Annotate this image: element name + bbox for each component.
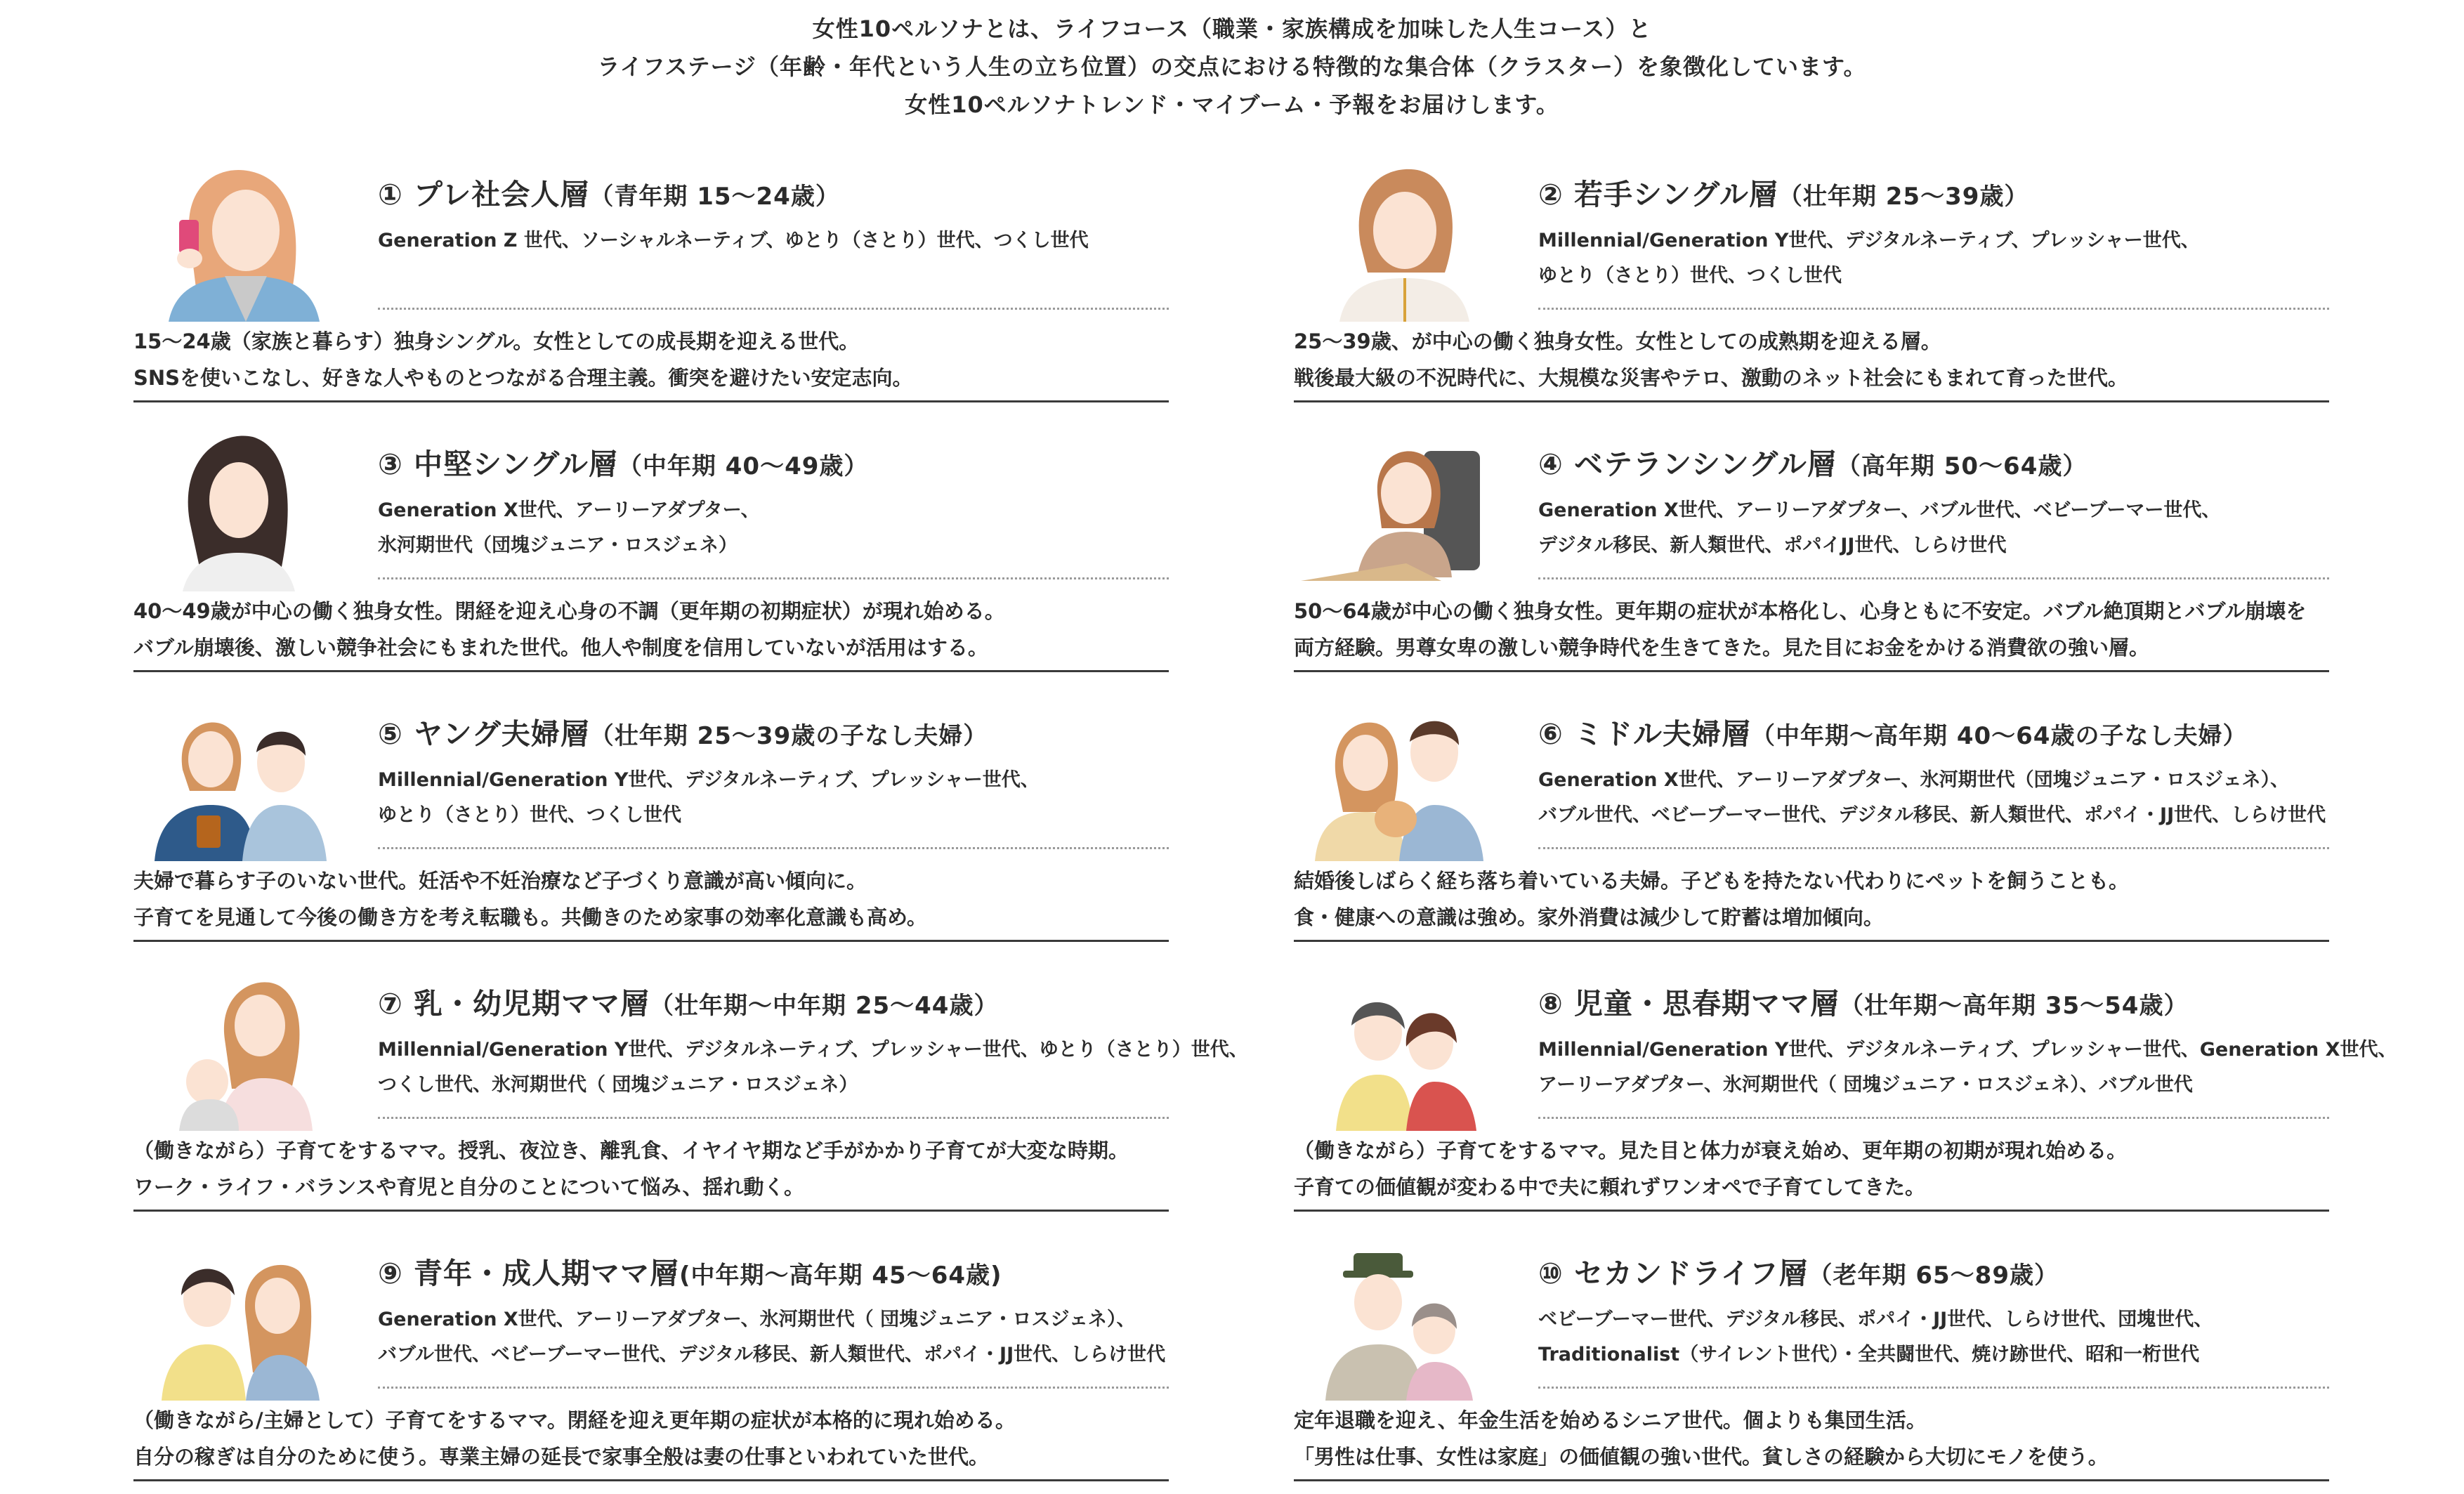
- persona-name: ① プレ社会人層: [378, 178, 590, 211]
- section-rule: [1294, 400, 2329, 402]
- generations-line-2: Traditionalist（サイレント世代）・全共闘世代、焼け跡世代、昭和一桁世代: [1538, 1344, 2200, 1365]
- generations-line-2: アーリーアダプター、氷河期世代（ 団塊ジュニア・ロスジェネ）、バブル世代: [1538, 1074, 2193, 1096]
- persona-name: ② 若手シングル層: [1538, 178, 1778, 211]
- persona-title: [378, 441, 1186, 483]
- persona-generations: [1538, 223, 2346, 294]
- generations-line-1: Generation Z 世代、ソーシャルネーティブ、ゆとり（さとり）世代、つくし世代: [378, 230, 1089, 251]
- generations-line-1: Millennial/Generation Y世代、デジタルネーティブ、プレッシャー世代、ゆとり（さとり）世代、: [378, 1039, 1248, 1061]
- veteran-single-woman-at-desk-illustration: [1301, 423, 1498, 591]
- persona-description: [1294, 1132, 2333, 1205]
- persona-name: ⑥ ミドル夫婦層: [1538, 717, 1751, 751]
- mid-career-woman-illustration: [140, 423, 337, 591]
- persona-age: (中年期〜高年期 45〜64歳): [679, 1262, 1002, 1290]
- persona-name: ③ 中堅シングル層: [378, 447, 618, 481]
- persona-card-7: [133, 947, 1248, 1207]
- description-line-2: 自分の稼ぎは自分のために使う。専業主婦の延長で家事全般は妻の仕事といわれていた世代。: [133, 1445, 990, 1469]
- generations-line-1: ベビーブーマー世代、デジタル移民、ポパイ・JJ世代、しらけ世代、団塊世代、: [1538, 1309, 2213, 1330]
- mother-with-adult-daughter-illustration: [140, 1232, 337, 1401]
- senior-couple-illustration: [1301, 1232, 1498, 1401]
- persona-name: ⑦ 乳・幼児期ママ層: [378, 987, 650, 1021]
- generations-line-1: Millennial/Generation Y世代、デジタルネーティブ、プレッシャー世代、: [1538, 230, 2200, 251]
- persona-generations: [378, 1033, 1248, 1103]
- persona-description: [1294, 1402, 2333, 1475]
- description-line-1: 40〜49歳が中心の働く独身女性。閉経を迎え心身の不調（更年期の初期症状）が現れ始める。: [133, 599, 1005, 623]
- description-line-2: 両方経験。男尊女卑の激しい競争時代を生きてきた。見た目にお金をかける消費欲の強い層。: [1294, 636, 2150, 660]
- section-rule: [1294, 670, 2329, 672]
- young-single-woman-illustration: [1301, 153, 1498, 322]
- generations-line-2: バブル世代、ベビーブーマー世代、デジタル移民、新人類世代、ポパイ・JJ世代、しらけ世代: [378, 1344, 1166, 1365]
- persona-card-6: [1294, 677, 2326, 937]
- young-woman-with-phone-illustration: [140, 153, 337, 322]
- persona-name: ⑩ セカンドライフ層: [1538, 1257, 1809, 1290]
- section-rule: [133, 1479, 1169, 1481]
- dotted-divider: [1538, 847, 2329, 849]
- description-line-1: （働きながら）子育てをするママ。見た目と体力が衰え始め、更年期の初期が現れ始める。: [1294, 1139, 2128, 1162]
- persona-title: [1538, 171, 2346, 213]
- intro-line-3: 女性10ペルソナトレンド・マイブーム・予報をお届けします。: [905, 91, 1559, 118]
- generations-line-2: ゆとり（さとり）世代、つくし世代: [1538, 265, 1842, 287]
- persona-card-1: [133, 138, 1166, 398]
- dotted-divider: [1538, 1387, 2329, 1389]
- generations-line-2: バブル世代、ベビーブーマー世代、デジタル移民、新人類世代、ポパイ・JJ世代、しらけ世代: [1538, 804, 2326, 826]
- description-line-2: 「男性は仕事、女性は家庭」の価値観の強い世代。貧しさの経験から大切にモノを使う。: [1294, 1445, 2109, 1469]
- persona-age: （青年期 15〜24歳）: [589, 183, 840, 211]
- persona-name: ④ ベテランシングル層: [1538, 447, 1837, 481]
- description-line-2: 子育ての価値観が変わる中で夫に頼れずワンオペで子育てしてきた。: [1294, 1175, 1926, 1199]
- description-line-1: 25〜39歳、が中心の働く独身女性。女性としての成熟期を迎える層。: [1294, 329, 1941, 353]
- persona-age: （中年期 40〜49歳）: [617, 452, 869, 480]
- section-rule: [133, 400, 1169, 402]
- persona-card-8: [1294, 947, 2397, 1207]
- generations-line-1: Generation X世代、アーリーアダプター、: [378, 499, 760, 521]
- persona-generations: [378, 493, 1186, 563]
- persona-description: [133, 323, 1173, 396]
- generations-line-2: デジタル移民、新人類世代、ポパイJJ世代、しらけ世代: [1538, 535, 2007, 556]
- persona-title: [1538, 711, 2346, 752]
- persona-age: （老年期 65〜89歳）: [1808, 1262, 2059, 1290]
- persona-card-2: [1294, 138, 2326, 398]
- generations-line-2: 氷河期世代（団塊ジュニア・ロスジェネ）: [378, 535, 738, 556]
- dotted-divider: [378, 1387, 1169, 1389]
- persona-description: [1294, 593, 2333, 666]
- middle-couple-with-dog-illustration: [1301, 693, 1498, 861]
- persona-generations: [1538, 763, 2346, 833]
- dotted-divider: [378, 1117, 1169, 1119]
- persona-title: [378, 171, 1186, 213]
- persona-title: [378, 711, 1186, 752]
- persona-age: （高年期 50〜64歳）: [1836, 452, 2088, 480]
- young-couple-illustration: [140, 693, 337, 861]
- section-rule: [1294, 1210, 2329, 1212]
- persona-name: ⑤ ヤング夫婦層: [378, 717, 590, 751]
- description-line-2: SNSを使いこなし、好きな人やものとつながる合理主義。衝突を避けたい安定志向。: [133, 366, 913, 390]
- dotted-divider: [378, 847, 1169, 849]
- persona-description: [1294, 323, 2333, 396]
- persona-age: （壮年期〜高年期 35〜54歳）: [1840, 992, 2189, 1020]
- intro-line-1: 女性10ペルソナとは、ライフコース（職業・家族構成を加味した人生コース）と: [812, 15, 1652, 42]
- persona-title: [378, 1250, 1186, 1292]
- persona-generations: [1538, 493, 2346, 563]
- description-line-1: 結婚後しばらく経ち落ち着いている夫婦。子どもを持たない代わりにペットを飼うことも。: [1294, 869, 2130, 893]
- description-line-1: 15〜24歳（家族と暮らす）独身シングル。女性としての成長期を迎える世代。: [133, 329, 860, 353]
- persona-description: [1294, 863, 2333, 936]
- generations-line-2: つくし世代、氷河期世代（ 団塊ジュニア・ロスジェネ）: [378, 1074, 858, 1096]
- section-rule: [1294, 940, 2329, 942]
- dotted-divider: [1538, 1117, 2329, 1119]
- persona-name: ⑨ 青年・成人期ママ層: [378, 1257, 679, 1290]
- persona-name: ⑧ 児童・思春期ママ層: [1538, 987, 1840, 1021]
- dotted-divider: [378, 577, 1169, 579]
- persona-generations: [1538, 1033, 2397, 1103]
- description-line-1: 50〜64歳が中心の働く独身女性。更年期の症状が本格化し、心身ともに不安定。バブル絶頂期とバブル崩壊を: [1294, 599, 2307, 623]
- persona-description: [133, 863, 1173, 936]
- dotted-divider: [1538, 308, 2329, 310]
- section-rule: [133, 1210, 1169, 1212]
- persona-card-3: [133, 407, 1166, 667]
- persona-generations: [378, 763, 1186, 833]
- generations-line-1: Generation X世代、アーリーアダプター、バブル世代、ベビーブーマー世代、: [1538, 499, 2221, 521]
- description-line-2: 食・健康への意識は強め。家外消費は減少して貯蓄は増加傾向。: [1294, 905, 1884, 929]
- generations-line-1: Generation X世代、アーリーアダプター、氷河期世代（ 団塊ジュニア・ロスジェネ）、: [378, 1309, 1136, 1330]
- persona-generations: [378, 223, 1186, 258]
- section-rule: [133, 940, 1169, 942]
- description-line-1: （働きながら/主婦として）子育てをするママ。閉経を迎え更年期の症状が本格的に現れ始める。: [133, 1408, 1016, 1432]
- generations-line-2: ゆとり（さとり）世代、つくし世代: [378, 804, 681, 826]
- generations-line-1: Generation X世代、アーリーアダプター、氷河期世代（団塊ジュニア・ロスジェネ）、: [1538, 769, 2290, 791]
- description-line-2: バブル崩壊後、激しい競争社会にもまれた世代。他人や制度を信用していないが活用はする。: [133, 636, 988, 660]
- intro-line-2: ライフステージ（年齢・年代という人生の立ち位置）の交点における特徴的な集合体（クラスター）を象徴化しています。: [597, 53, 1867, 80]
- persona-description: [133, 1402, 1173, 1475]
- persona-age: （中年期〜高年期 40〜64歳の子なし夫婦）: [1751, 722, 2248, 750]
- section-rule: [133, 670, 1169, 672]
- intro-text: [0, 10, 2464, 124]
- persona-title: [1538, 441, 2346, 483]
- description-line-1: （働きながら）子育てをするママ。授乳、夜泣き、離乳食、イヤイヤ期など手がかかり子育てが大変な時期。: [133, 1139, 1129, 1162]
- persona-title: [378, 981, 1186, 1022]
- persona-age: （壮年期〜中年期 25〜44歳）: [650, 992, 999, 1020]
- description-line-1: 定年退職を迎え、年金生活を始めるシニア世代。個よりも集団生活。: [1294, 1408, 1927, 1432]
- mother-with-baby-illustration: [140, 962, 337, 1131]
- persona-description: [133, 1132, 1173, 1205]
- dotted-divider: [378, 308, 1169, 310]
- persona-description: [133, 593, 1173, 666]
- dotted-divider: [1538, 577, 2329, 579]
- mother-with-child-illustration: [1301, 962, 1498, 1131]
- persona-card-5: [133, 677, 1166, 937]
- persona-age: （壮年期 25〜39歳の子なし夫婦）: [589, 722, 988, 750]
- persona-card-9: [133, 1217, 1166, 1476]
- description-line-2: 子育てを見通して今後の働き方を考え転職も。共働きのため家事の効率化意識も高め。: [133, 905, 927, 929]
- description-line-2: ワーク・ライフ・バランスや育児と自分のことについて悩み、揺れ動く。: [133, 1175, 804, 1199]
- persona-title: [1538, 1250, 2346, 1292]
- persona-card-10: [1294, 1217, 2326, 1476]
- persona-title: [1538, 981, 2346, 1022]
- generations-line-1: Millennial/Generation Y世代、デジタルネーティブ、プレッシャー世代、Generation X世代、: [1538, 1039, 2397, 1061]
- persona-generations: [378, 1302, 1186, 1372]
- description-line-1: 夫婦で暮らす子のいない世代。妊活や不妊治療など子づくり意識が高い傾向に。: [133, 869, 867, 893]
- generations-line-1: Millennial/Generation Y世代、デジタルネーティブ、プレッシャー世代、: [378, 769, 1040, 791]
- description-line-2: 戦後最大級の不況時代に、大規模な災害やテロ、激動のネット社会にもまれて育った世代。: [1294, 366, 2128, 390]
- section-rule: [1294, 1479, 2329, 1481]
- persona-age: （壮年期 25〜39歳）: [1778, 183, 2029, 211]
- persona-card-4: [1294, 407, 2326, 667]
- persona-generations: [1538, 1302, 2346, 1372]
